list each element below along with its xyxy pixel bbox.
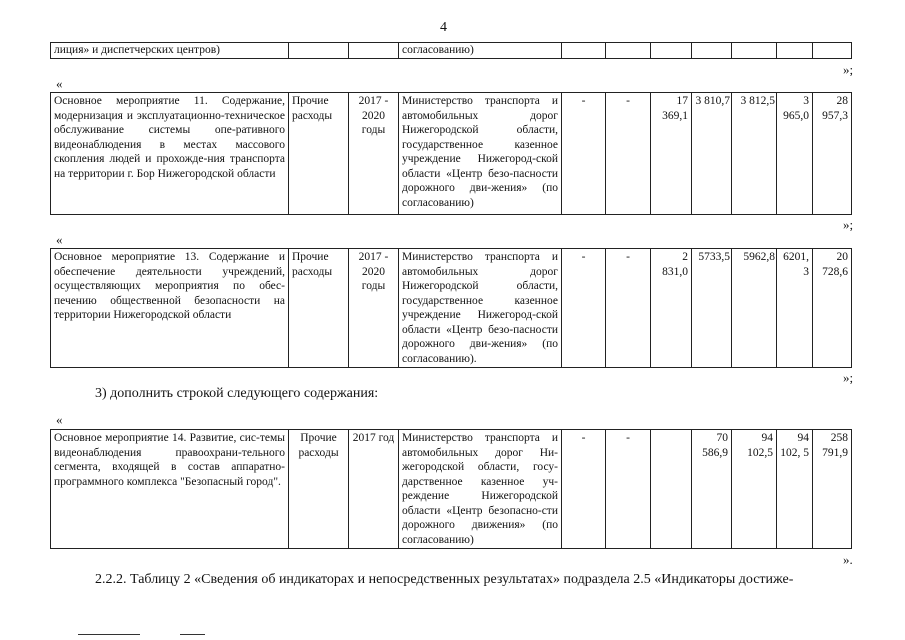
cell-name: Основное мероприятие 14. Развитие, сис-темы видеонаблюдения правоохрани-тельного сегмента, входящей в состав аппаратно-программного комплекса "Безопасный город". bbox=[51, 430, 289, 549]
table-row-13 bbox=[50, 248, 852, 368]
cell-value: - bbox=[606, 93, 651, 215]
cell-value: 5733,5 bbox=[692, 249, 732, 368]
section-text: 2.2.2. Таблицу 2 «Сведения об индикаторах и непосредственных результатах» подраздела 2.5 «Индикаторы достиже- bbox=[95, 572, 794, 587]
cell-value: 28 957,3 bbox=[813, 93, 852, 215]
cell-name: Основное мероприятие 11. Содержание, модернизация и эксплуатационно-техническое обслуживание системы опе-ративного видеонаблюдения в местах массового скопления людей и прохожде-ния транспорта на территории г. Бор Нижегородской области bbox=[51, 93, 289, 215]
cell-years: 2017 год bbox=[349, 430, 399, 549]
table-row bbox=[51, 249, 852, 368]
cell-years: 2017 - 2020 годы bbox=[349, 249, 399, 368]
cell-value: 94 102, 5 bbox=[777, 430, 813, 549]
open-quote-mark: « bbox=[56, 232, 63, 247]
table-row bbox=[51, 43, 852, 59]
cell-name: лиция» и диспетчерских центров) bbox=[51, 43, 289, 59]
cell-value: - bbox=[606, 249, 651, 368]
table-row bbox=[51, 93, 852, 215]
table-row-14 bbox=[50, 429, 852, 549]
cell-executor: Министерство транспорта и автомобильных дорог Ни-жегородской области, госу-дарственное казенное уч-реждение Нижегородской области «Центр безопасно-сти дорожного движения» (по согласованию) bbox=[399, 430, 562, 549]
cell-value bbox=[651, 430, 692, 549]
footnote-rule bbox=[78, 634, 140, 635]
cell-value: 3 810,7 bbox=[692, 93, 732, 215]
cell-value: 2 831,0 bbox=[651, 249, 692, 368]
open-quote-mark: « bbox=[56, 412, 63, 427]
cell-executor: Министерство транспорта и автомобильных дорог Нижегородской области, государственное казенное учреждение Нижегород-ской области «Центр безо-пасности дорожного дви-жения» (по согласованию) bbox=[399, 93, 562, 215]
open-quote-mark: « bbox=[56, 76, 63, 91]
close-quote-mark: »; bbox=[843, 370, 854, 385]
footnote-rule bbox=[180, 634, 205, 635]
cell-value: 3 965,0 bbox=[777, 93, 813, 215]
cell-years: 2017 - 2020 годы bbox=[349, 93, 399, 215]
cell-value: 3 812,5 bbox=[732, 93, 777, 215]
page-number: 4 bbox=[440, 20, 447, 35]
close-quote-mark: »; bbox=[843, 217, 854, 232]
cell-expense: Прочие расходы bbox=[289, 249, 349, 368]
cell-value: 5962,8 bbox=[732, 249, 777, 368]
instruction-text: 3) дополнить строкой следующего содержания: bbox=[95, 386, 379, 401]
cell-expense: Прочие расходы bbox=[289, 93, 349, 215]
cell-value: 70 586,9 bbox=[692, 430, 732, 549]
cell-value: - bbox=[562, 430, 606, 549]
cell-value: - bbox=[562, 249, 606, 368]
cell-expense: Прочие расходы bbox=[289, 430, 349, 549]
table-row bbox=[51, 430, 852, 549]
cell-value: 6201, 3 bbox=[777, 249, 813, 368]
cell-value: - bbox=[562, 93, 606, 215]
table-row-11 bbox=[50, 92, 852, 215]
table-fragment-top bbox=[50, 42, 852, 59]
cell-executor: согласованию) bbox=[399, 43, 562, 59]
cell-value: 17 369,1 bbox=[651, 93, 692, 215]
cell-name: Основное мероприятие 13. Содержание и обеспечение деятельности учреждений, осуществляющих мероприятия по обес-печению общественной безопасности на территории Нижегородской области bbox=[51, 249, 289, 368]
cell-executor: Министерство транспорта и автомобильных дорог Нижегородской области, государственное казенное учреждение Нижегород-ской области «Центр безо-пасности дорожного дви-жения» (по согласованию). bbox=[399, 249, 562, 368]
end-quote-mark: ». bbox=[843, 552, 853, 567]
cell-value: 258 791,9 bbox=[813, 430, 852, 549]
cell-value: 94 102,5 bbox=[732, 430, 777, 549]
cell-value: - bbox=[606, 430, 651, 549]
cell-value: 20 728,6 bbox=[813, 249, 852, 368]
close-quote-mark: »; bbox=[843, 62, 854, 77]
